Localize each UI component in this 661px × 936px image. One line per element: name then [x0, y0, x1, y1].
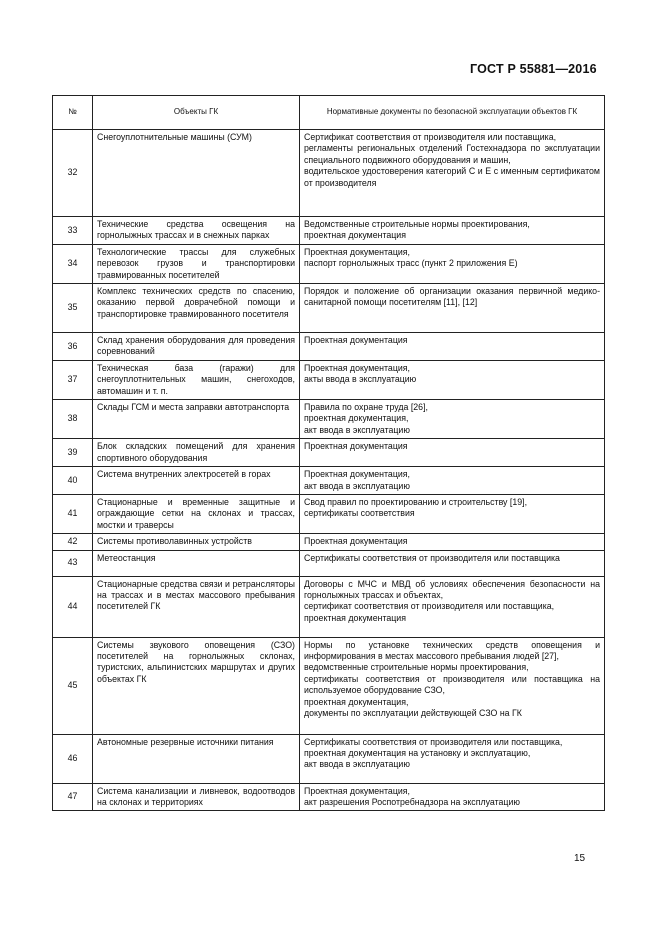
- page-number: 15: [574, 853, 586, 864]
- object-name: Комплекс технических средств по спасению, оказанию первой доврачебной помощи и транспортировке травмированного посетителя: [93, 284, 300, 333]
- normative-docs: [300, 734, 605, 783]
- objects-table: [52, 95, 605, 811]
- object-name: Стационарные и временные защитные и ограждающие сетки на склонах и трассах, мостки и траверсы: [93, 494, 300, 533]
- doc-line: сертификаты соответствия: [304, 508, 415, 519]
- normative-docs: [300, 360, 605, 399]
- row-number: 32: [53, 130, 93, 217]
- table-row: [53, 284, 605, 333]
- normative-docs: [300, 494, 605, 533]
- normative-docs: [300, 217, 605, 245]
- doc-line: проектная документация на установку и эксплуатацию,: [304, 747, 531, 758]
- doc-line: паспорт горнолыжных трасс (пункт 2 приложения Е): [304, 258, 518, 269]
- table-row: [53, 637, 605, 734]
- doc-line: сертификат соответствия от производителя или поставщика,: [304, 601, 555, 612]
- doc-line: Свод правил по проектированию и строительству [19],: [304, 496, 528, 507]
- row-number: 44: [53, 576, 93, 637]
- normative-docs: [300, 439, 605, 467]
- row-number: 40: [53, 467, 93, 495]
- normative-docs: [300, 550, 605, 576]
- normative-docs: [300, 534, 605, 550]
- doc-line: проектная документация,: [304, 696, 409, 707]
- table-row: [53, 576, 605, 637]
- row-number: 36: [53, 333, 93, 361]
- normative-docs: [300, 467, 605, 495]
- doc-line: акт ввода в эксплуатацию: [304, 424, 410, 435]
- table-row: [53, 467, 605, 495]
- doc-line: акт ввода в эксплуатацию: [304, 480, 410, 491]
- normative-docs: [300, 783, 605, 811]
- doc-line: Ведомственные строительные нормы проектирования,: [304, 219, 530, 229]
- table-row: [53, 217, 605, 245]
- col-header-objects: Объекты ГК: [93, 96, 300, 130]
- doc-line: Проектная документация,: [304, 469, 410, 480]
- normative-docs: [300, 130, 605, 217]
- table-row: [53, 734, 605, 783]
- doc-line: Порядок и положение об организации оказания первичной медико-санитарной помощи посетителям [11], [12]: [304, 286, 600, 308]
- table-row: [53, 360, 605, 399]
- normative-docs: [300, 637, 605, 734]
- object-name: Техническая база (гаражи) для снегоуплотнительных машин, снегоходов, автомашин и т. п.: [93, 360, 300, 399]
- object-name: Система внутренних электросетей в горах: [93, 467, 300, 495]
- object-name: Система канализации и ливневок, водоотводов на склонах и территориях: [93, 783, 300, 811]
- doc-line: Правила по охране труда [26],: [304, 402, 428, 413]
- doc-line: Сертификат соответствия от производителя или поставщика,: [304, 132, 557, 142]
- table-row: [53, 400, 605, 439]
- object-name: Технологические трассы для служебных перевозок грузов и транспортировки травмированных посетителей: [93, 244, 300, 283]
- table-row: [53, 333, 605, 361]
- row-number: 42: [53, 534, 93, 550]
- doc-line: ведомственные строительные нормы проектирования,: [304, 662, 529, 673]
- table-row: [53, 130, 605, 217]
- document-header: ГОСТ Р 55881—2016: [470, 62, 597, 76]
- table-header-row: [53, 96, 605, 130]
- object-name: Снегоуплотнительные машины (СУМ): [93, 130, 300, 217]
- table-row: [53, 494, 605, 533]
- doc-line: водительское удостоверения категорий С и Е с именным сертификатом от производителя: [304, 166, 600, 188]
- doc-line: Договоры с МЧС и МВД об условиях обеспечения безопасности на горнолыжных трассах и объектах,: [304, 578, 600, 600]
- table-row: [53, 534, 605, 550]
- doc-line: Проектная документация,: [304, 246, 410, 257]
- doc-line: Проектная документация,: [304, 362, 410, 373]
- row-number: 34: [53, 244, 93, 283]
- doc-line: документы по эксплуатации действующей СЗО на ГК: [304, 707, 522, 718]
- object-name: Системы звукового оповещения (СЗО) посетителей на горнолыжных склонах, туристских, альпинистских маршрутах и других объектах ГК: [93, 637, 300, 734]
- doc-line: Нормы по установке технических средств оповещения и информирования в местах массового пребывания людей [27],: [304, 639, 600, 661]
- col-header-number: №: [53, 96, 93, 130]
- row-number: 45: [53, 637, 93, 734]
- object-name: Метеостанция: [93, 550, 300, 576]
- doc-line: проектная документация,: [304, 413, 409, 424]
- normative-docs: [300, 244, 605, 283]
- row-number: 38: [53, 400, 93, 439]
- row-number: 37: [53, 360, 93, 399]
- doc-line: Сертификаты соответствия от производителя или поставщика: [304, 552, 560, 563]
- doc-line: акты ввода в эксплуатацию: [304, 374, 417, 385]
- normative-docs: [300, 284, 605, 333]
- doc-line: Проектная документация,: [304, 785, 410, 796]
- row-number: 43: [53, 550, 93, 576]
- doc-line: сертификаты соответствия от производителя или поставщика на используемое оборудование СЗО,: [304, 673, 600, 696]
- table-row: [53, 783, 605, 811]
- object-name: Склад хранения оборудования для проведения соревнований: [93, 333, 300, 361]
- object-name: Стационарные средства связи и ретрансляторы на трассах и в местах массового пребывания посетителей ГК: [93, 576, 300, 637]
- doc-line: Проектная документация: [304, 441, 408, 452]
- doc-line: акт разрешения Роспотребнадзора на эксплуатацию: [304, 796, 520, 807]
- object-name: Системы противолавинных устройств: [93, 534, 300, 550]
- table-row: [53, 439, 605, 467]
- doc-line: Проектная документация: [304, 536, 408, 547]
- doc-line: акт ввода в эксплуатацию: [304, 759, 410, 770]
- row-number: 47: [53, 783, 93, 811]
- normative-docs: [300, 576, 605, 637]
- doc-line: проектная документация: [304, 612, 406, 623]
- table-row: [53, 244, 605, 283]
- doc-line: регламенты региональных отделений Гостехнадзора по эксплуатации специального подвижного оборудования и машин,: [304, 143, 600, 165]
- object-name: Автономные резервные источники питания: [93, 734, 300, 783]
- object-name: Склады ГСМ и места заправки автотранспорта: [93, 400, 300, 439]
- table-row: [53, 550, 605, 576]
- normative-docs: [300, 333, 605, 361]
- col-header-docs: Нормативные документы по безопасной эксплуатации объектов ГК: [300, 96, 605, 130]
- object-name: Технические средства освещения на горнолыжных трассах и в снежных парках: [93, 217, 300, 245]
- row-number: 41: [53, 494, 93, 533]
- row-number: 33: [53, 217, 93, 245]
- doc-line: проектная документация: [304, 230, 406, 241]
- row-number: 39: [53, 439, 93, 467]
- doc-line: Сертификаты соответствия от производителя или поставщика,: [304, 736, 563, 747]
- row-number: 35: [53, 284, 93, 333]
- row-number: 46: [53, 734, 93, 783]
- object-name: Блок складских помещений для хранения спортивного оборудования: [93, 439, 300, 467]
- normative-docs: [300, 400, 605, 439]
- doc-line: Проектная документация: [304, 335, 408, 346]
